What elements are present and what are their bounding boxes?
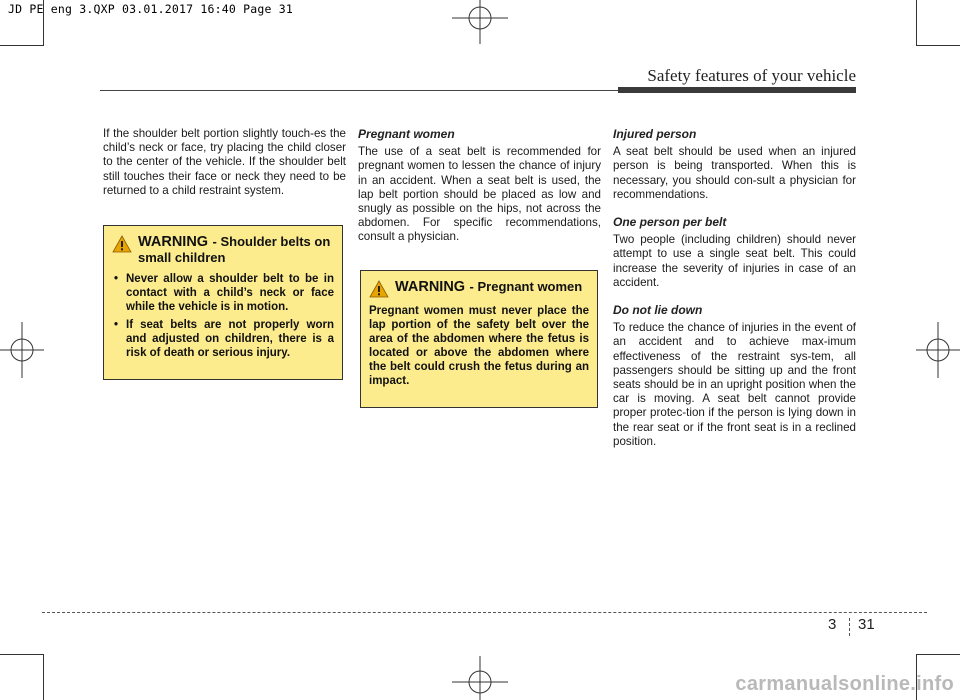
registration-crosshair-icon: [452, 0, 508, 44]
warning-box-shoulder-belts: [103, 225, 343, 380]
warning-triangle-icon: [369, 280, 389, 298]
warning-title: [395, 279, 582, 295]
warning-triangle-icon: [112, 235, 132, 253]
registration-crosshair-icon: [0, 322, 44, 378]
column-3: [613, 127, 856, 449]
do-not-lie-down-paragraph: To reduce the chance of injuries in the event of an accident and to achieve max-imum effectiveness of the restraint sys-tem, all passengers should be sitting up and the front seats should be in an upright position when the car is moving. A seat belt cannot provide proper protec-tion if the person is lying down in the rear seat or if the front seat is in a reclined position.: [613, 321, 856, 448]
page-number-separator: [849, 618, 850, 636]
header-rule: [100, 90, 620, 91]
warning-list-item: • If seat belts are not properly worn and adjusted on children, there is a risk of death or serious injury.: [112, 318, 334, 360]
warning-subtitle: - Pregnant women: [469, 279, 583, 294]
warning-body: [112, 272, 334, 360]
chapter-number: 3: [828, 616, 837, 633]
page-number: 31: [858, 616, 875, 633]
footer-rule: [42, 612, 927, 613]
injured-person-heading: Injured person: [613, 127, 697, 141]
warning-box-pregnant-women: [360, 270, 598, 408]
section-header-title: Safety features of your vehicle: [647, 66, 856, 85]
column-1: [103, 127, 346, 198]
warning-word: WARNING: [138, 234, 209, 250]
one-person-per-belt-heading: One person per belt: [613, 215, 727, 230]
warning-list: [112, 272, 334, 360]
print-slug: JD PE eng 3.QXP 03.01.2017 16:40 Page 31: [8, 2, 293, 16]
watermark: carmanualsonline.info: [735, 673, 954, 695]
warning-word: WARNING: [395, 279, 466, 295]
warning-subtitle: - Shoulder belts on small children: [138, 234, 331, 265]
header-rule-bar: [618, 87, 856, 93]
registration-crosshair-icon: [452, 656, 508, 700]
warning-list-item: • Never allow a shoulder belt to be in contact with a child’s neck or face while the vehicle is in motion.: [112, 272, 334, 314]
warning-title: [138, 234, 334, 266]
warning-header: [369, 279, 589, 298]
column-2: [358, 127, 601, 245]
one-person-per-belt-paragraph: Two people (including children) should never attempt to use a single seat belt. This could increase the severity of injuries in case of an accident.: [613, 233, 856, 289]
injured-person-paragraph: A seat belt should be used when an injured person is being transported. When this is necessary, you should con-sult a physician for recommendations.: [613, 145, 856, 201]
pregnant-women-paragraph: The use of a seat belt is recommended for pregnant women to lessen the chance of injury in an accident. When a seat belt is used, the lap belt portion should be placed as low and snugly as possible on the hips, not across the abdomen. For specific recommendations, consult a physician.: [358, 145, 601, 244]
warning-header: [112, 234, 334, 266]
warning-body: Pregnant women must never place the lap portion of the safety belt over the area of the abdomen where the fetus is located or above the abdomen where the belt could crush the fetus during an impact.: [369, 305, 589, 387]
do-not-lie-down-heading: Do not lie down: [613, 303, 703, 318]
pregnant-women-heading: Pregnant women: [358, 127, 455, 141]
registration-crosshair-icon: [916, 322, 960, 378]
shoulder-belt-paragraph: If the shoulder belt portion slightly touch-es the child’s neck or face, try placing the child closer to the center of the vehicle. If the shoulder belt still touches their face or neck they need to be returned to a child restraint system.: [103, 127, 346, 197]
